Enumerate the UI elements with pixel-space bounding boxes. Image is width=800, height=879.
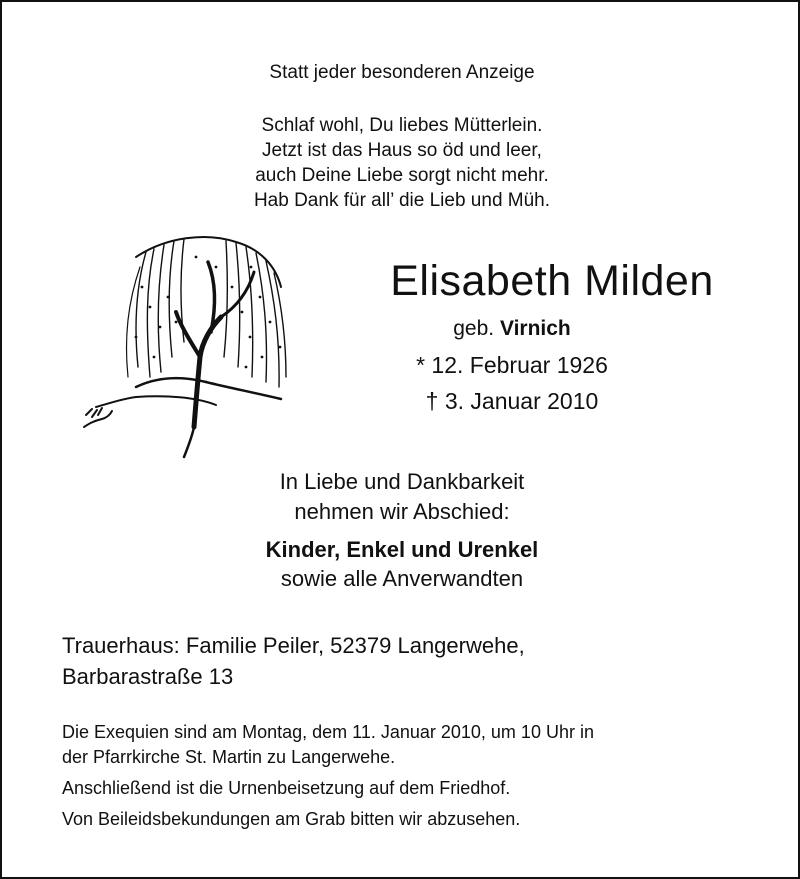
mourners-relatives: sowie alle Anverwandten (280, 566, 524, 591)
farewell-text (2, 467, 800, 527)
poem (2, 113, 800, 213)
burial-note: Anschließend ist die Urnenbeisetzung auf dem Friedhof. (62, 778, 511, 798)
exequies-note (62, 720, 762, 770)
condolences-note: Von Beileidsbekundungen am Grab bitten wir abzusehen. (62, 809, 521, 829)
house-address (62, 630, 525, 692)
exequies-line: Die Exequien sind am Montag, dem 11. Januar 2010, um 10 Uhr in (62, 722, 594, 742)
birth-date: * 12. Februar 1926 (416, 352, 608, 378)
maiden-name-line (302, 317, 722, 341)
poem-line: Hab Dank für all’ die Lieb und Müh. (253, 190, 551, 211)
service-notes (62, 720, 762, 838)
born-prefix: geb. (453, 317, 495, 340)
maiden-name: Virnich (499, 317, 571, 340)
poem-line: auch Deine Liebe sorgt nicht mehr. (255, 165, 549, 186)
mourners-family: Kinder, Enkel und Urenkel (265, 537, 539, 562)
notice-header: Statt jeder besonderen Anzeige (269, 62, 535, 83)
farewell-line: In Liebe und Dankbarkeit (279, 469, 525, 494)
poem-line: Jetzt ist das Haus so öd und leer, (262, 140, 542, 161)
house-line: Barbarastraße 13 (62, 664, 234, 689)
house-line: Trauerhaus: Familie Peiler, 52379 Langerwehe, (62, 633, 525, 658)
poem-line: Schlaf wohl, Du liebes Mütterlein. (261, 115, 543, 136)
farewell-line: nehmen wir Abschied: (294, 499, 510, 524)
deceased-name: Elisabeth Milden (390, 257, 714, 305)
weeping-willow-icon (76, 227, 296, 462)
exequies-line: der Pfarrkirche St. Martin zu Langerwehe. (62, 747, 396, 767)
death-date: † 3. Januar 2010 (425, 388, 599, 414)
